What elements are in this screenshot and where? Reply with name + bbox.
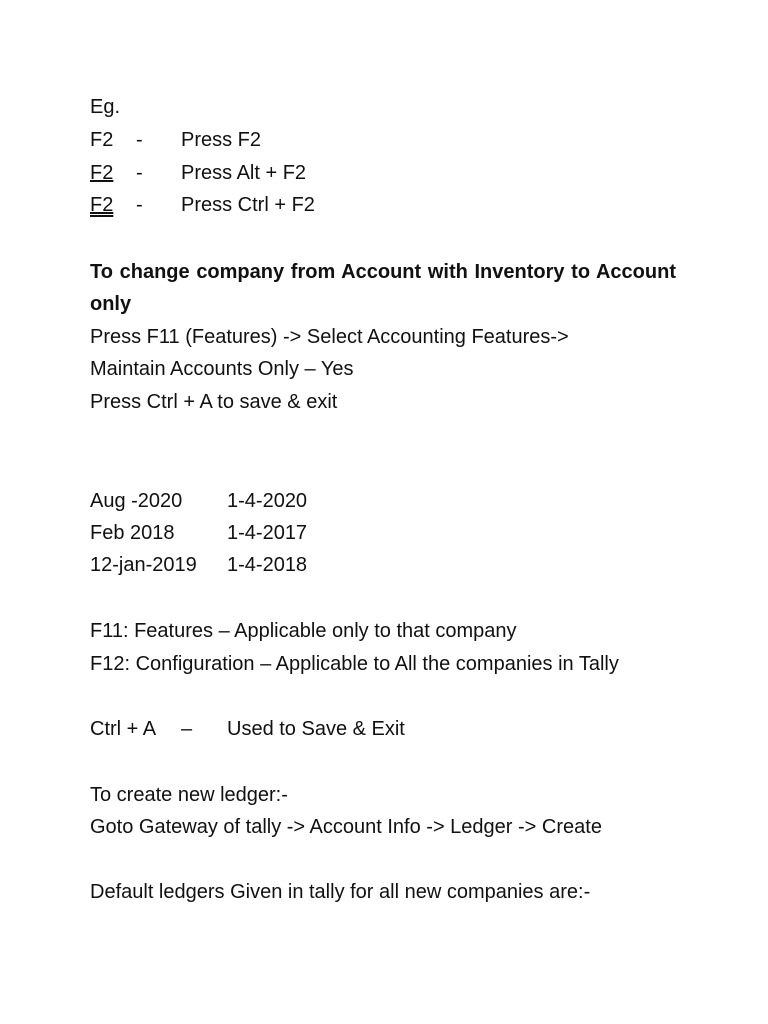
eg-row-2 (90, 157, 490, 189)
shortcut-row (90, 713, 490, 745)
fy-start-value: 1-4-2018 (227, 554, 308, 576)
eg-row-desc: Press Alt + F2 (181, 162, 307, 184)
new-ledger-heading: To create new ledger:- (90, 784, 288, 806)
eg-row-dash: - (136, 162, 143, 184)
change-company-line-1: Press F11 (Features) -> Select Accounting Features-> (90, 326, 569, 348)
eg-row-3 (90, 189, 490, 221)
fy-start-value: 1-4-2020 (227, 490, 308, 512)
new-ledger-path: Goto Gateway of tally -> Account Info -> Ledger -> Create (90, 816, 602, 838)
shortcut-dash: – (181, 718, 193, 740)
eg-row-1 (90, 124, 490, 156)
date-row-1 (90, 485, 490, 517)
eg-row-key: F2 (90, 129, 114, 151)
fy-start-value: 1-4-2017 (227, 522, 308, 544)
change-company-heading: To change company from Account with Inventory to Account only (90, 261, 676, 315)
features-line: F11: Features – Applicable only to that company (90, 620, 517, 642)
eg-row-dash: - (136, 129, 143, 151)
shortcut-key: Ctrl + A (90, 718, 157, 740)
eg-heading: Eg. (90, 96, 121, 118)
change-company-line-3: Press Ctrl + A to save & exit (90, 391, 338, 413)
eg-row-desc: Press F2 (181, 129, 262, 151)
date-row-2 (90, 517, 490, 549)
date-value: Feb 2018 (90, 522, 175, 544)
configuration-line: F12: Configuration – Applicable to All the companies in Tally (90, 653, 619, 675)
eg-row-desc: Press Ctrl + F2 (181, 194, 315, 216)
shortcut-desc: Used to Save & Exit (227, 718, 405, 740)
eg-row-dash: - (136, 194, 143, 216)
eg-row-key: F2 (90, 162, 114, 184)
date-value: Aug -2020 (90, 490, 183, 512)
change-company-line-2: Maintain Accounts Only – Yes (90, 358, 354, 380)
date-value: 12-jan-2019 (90, 554, 197, 576)
eg-row-key: F2 (90, 194, 114, 216)
default-ledgers-line: Default ledgers Given in tally for all new companies are:- (90, 881, 591, 903)
date-row-3 (90, 549, 490, 581)
